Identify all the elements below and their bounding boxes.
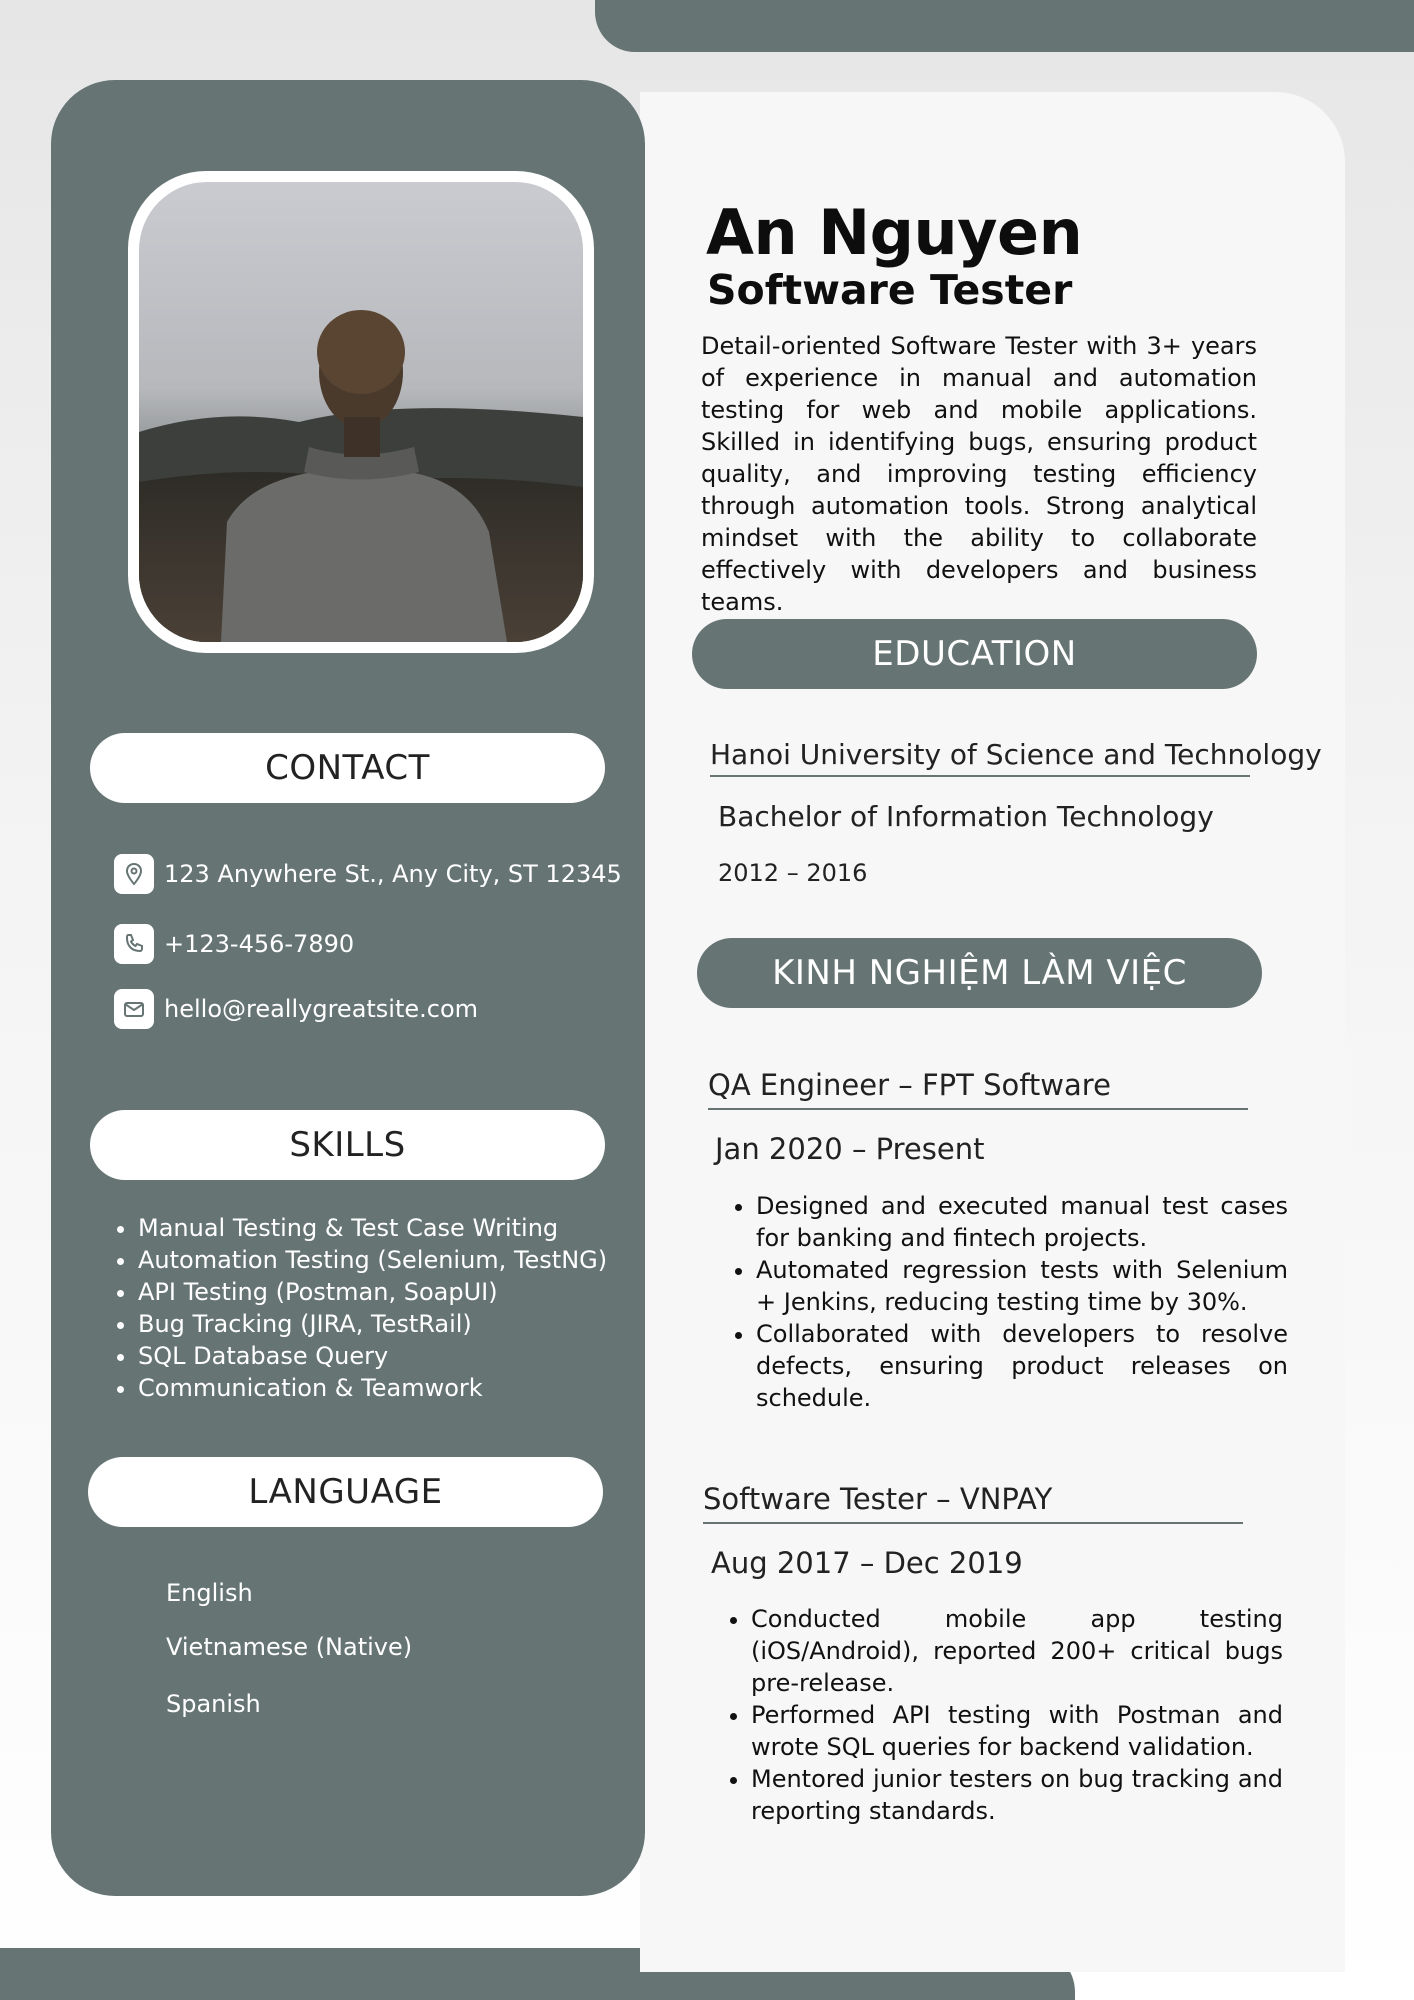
contact-email xyxy=(114,989,478,1029)
experience-heading: KINH NGHIỆM LÀM VIỆC xyxy=(697,938,1262,1008)
contact-phone xyxy=(114,924,354,964)
language-heading: LANGUAGE xyxy=(88,1457,603,1527)
education-degree: Bachelor of Information Technology xyxy=(718,800,1214,833)
job-2-bullets xyxy=(709,1603,1283,1827)
job-bullet: • Automated regression tests with Selenium + Jenkins, reducing testing time by 30%. xyxy=(756,1254,1288,1318)
contact-address xyxy=(114,854,622,894)
job-bullet: • Collaborated with developers to resolve defects, ensuring product releases on schedule. xyxy=(756,1318,1288,1414)
top-decor-bar xyxy=(595,0,1414,52)
language-item: Vietnamese (Native) xyxy=(166,1633,413,1661)
language-item: Spanish xyxy=(166,1690,261,1718)
skill-item: • Automation Testing (Selenium, TestNG) xyxy=(138,1244,607,1276)
job-2-dates: Aug 2017 – Dec 2019 xyxy=(711,1546,1023,1580)
address-text: 123 Anywhere St., Any City, ST 12345 xyxy=(164,860,622,888)
job-title-heading: Software Tester xyxy=(707,266,1073,314)
skill-item: • SQL Database Query xyxy=(138,1340,607,1372)
education-heading: EDUCATION xyxy=(692,619,1257,689)
job-1-bullets xyxy=(714,1190,1288,1414)
location-pin-icon xyxy=(114,854,154,894)
mail-icon xyxy=(114,989,154,1029)
email-text[interactable]: hello@reallygreatsite.com xyxy=(164,995,479,1023)
skill-item: • Bug Tracking (JIRA, TestRail) xyxy=(138,1308,607,1340)
phone-icon xyxy=(114,924,154,964)
skill-item: • Communication & Teamwork xyxy=(138,1372,607,1404)
job-1-dates: Jan 2020 – Present xyxy=(715,1132,985,1166)
education-years: 2012 – 2016 xyxy=(718,859,868,887)
phone-text[interactable]: +123-456-7890 xyxy=(164,930,355,958)
job-1-title: QA Engineer – FPT Software xyxy=(708,1068,1248,1110)
profile-photo xyxy=(139,182,583,642)
skills-heading: SKILLS xyxy=(90,1110,605,1180)
job-bullet: • Designed and executed manual test cases for banking and fintech projects. xyxy=(756,1190,1288,1254)
job-2-title: Software Tester – VNPAY xyxy=(703,1482,1243,1524)
job-bullet: • Mentored junior testers on bug tracking and reporting standards. xyxy=(751,1763,1283,1827)
job-bullet: • Conducted mobile app testing (iOS/Android), reported 200+ critical bugs pre-release. xyxy=(751,1603,1283,1699)
skill-item: • Manual Testing & Test Case Writing xyxy=(138,1212,607,1244)
contact-heading: CONTACT xyxy=(90,733,605,803)
person-name: An Nguyen xyxy=(706,196,1083,269)
education-school: Hanoi University of Science and Technology xyxy=(710,738,1250,777)
language-item: English xyxy=(166,1579,253,1607)
skill-item: • API Testing (Postman, SoapUI) xyxy=(138,1276,607,1308)
skills-list xyxy=(104,1212,607,1404)
job-bullet: • Performed API testing with Postman and wrote SQL queries for backend validation. xyxy=(751,1699,1283,1763)
profile-summary: Detail-oriented Software Tester with 3+ years of experience in manual and automation testing for web and mobile applications. Skilled in identifying bugs, ensuring product quality, and improving testing efficiency through automation tools. Strong analytical mindset with the ability to collaborate effectively with developers and business teams. xyxy=(701,332,1257,616)
